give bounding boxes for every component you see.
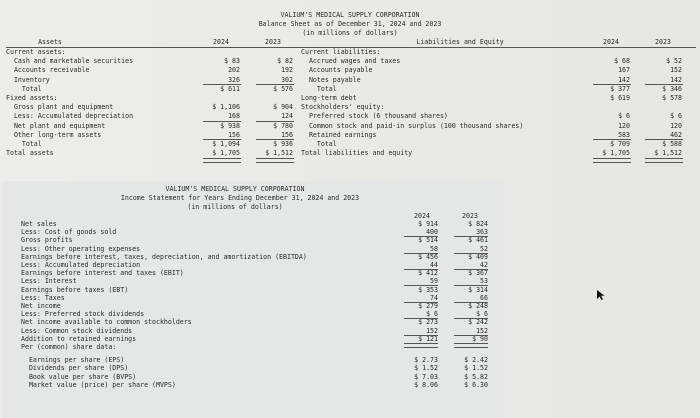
balance-units: (in millions of dollars) <box>302 29 398 37</box>
income-row-label: Less: Taxes <box>21 293 65 302</box>
asset-row-value-2024: $ 83 <box>224 57 240 66</box>
income-row-label: Gross profits <box>21 236 73 245</box>
underline-rule <box>256 84 294 85</box>
income-row-label: Per (common) share data: <box>21 343 117 351</box>
income-row-value-2023: $ 6.30 <box>464 380 488 389</box>
asset-row-value-2024: 168 <box>228 112 240 121</box>
underline-rule <box>454 318 488 319</box>
liability-row-value-2024: $ 68 <box>614 57 630 66</box>
income-row-label: Earnings per share (EPS) <box>21 356 125 365</box>
income-row-value-2024: 152 <box>426 326 438 335</box>
income-row-value-2024: 58 <box>430 244 438 253</box>
underline-rule <box>256 139 294 140</box>
double-underline-rule <box>645 158 683 163</box>
income-row-value-2023: $ 5.82 <box>464 372 488 381</box>
liability-row-value-2024: 167 <box>618 66 630 75</box>
underline-rule <box>404 253 438 254</box>
liability-row-value-2024: 120 <box>618 121 630 130</box>
liability-row-value-2024: 583 <box>618 130 630 139</box>
income-row-value-2024: $ 353 <box>418 285 438 294</box>
underline-rule <box>404 269 438 270</box>
asset-row-value-2023: $ 904 <box>273 103 293 112</box>
income-row-value-2024: $ 412 <box>418 269 438 278</box>
income-row-value-2024: 74 <box>430 293 438 302</box>
liability-row-label: Notes payable <box>301 75 361 84</box>
asset-row-label: Current assets: <box>6 48 66 56</box>
income-row-label: Net income <box>21 302 61 310</box>
income-row-value-2023: $ 824 <box>468 220 488 228</box>
liability-row-value-2023: $ 588 <box>662 140 682 148</box>
underline-rule <box>454 302 488 303</box>
assets-year-2023: 2023 <box>265 38 281 46</box>
liability-row-value-2023: $ 6 <box>670 112 682 121</box>
liability-row-label: Total <box>301 140 337 148</box>
liability-row-label: Preferred stock (6 thousand shares) <box>301 112 448 121</box>
asset-row-value-2024: 156 <box>228 130 240 139</box>
double-underline-rule <box>404 343 438 348</box>
income-row-label: Less: Accumulated depreciation <box>21 261 141 269</box>
assets-header: Assets <box>38 38 62 46</box>
income-row-value-2023: $ 242 <box>468 318 488 327</box>
liability-row-value-2023: $ 578 <box>662 94 682 102</box>
income-row-value-2023: $ 367 <box>468 269 488 278</box>
asset-row-label: Total <box>6 84 42 93</box>
income-row-value-2024: 59 <box>430 277 438 286</box>
income-row-label: Less: Cost of goods sold <box>21 228 117 237</box>
income-row-value-2023: $ 314 <box>468 285 488 294</box>
income-row-value-2023: 53 <box>480 277 488 286</box>
asset-row-value-2023: 124 <box>281 112 293 121</box>
income-row-value-2024: $ 1.52 <box>414 364 438 373</box>
income-row-label: Earnings before interest, taxes, depreciation, and amortization (EBITDA) <box>21 252 307 261</box>
income-year-2023: 2023 <box>462 212 478 220</box>
asset-row-label: Less: Accumulated depreciation <box>6 112 134 121</box>
asset-row-value-2023: 192 <box>281 66 293 75</box>
income-row-label: Book value per share (BVPS) <box>21 372 137 381</box>
income-row-value-2024: $ 279 <box>418 302 438 310</box>
income-row-value-2024: 44 <box>430 261 438 269</box>
income-row-value-2023: $ 461 <box>468 236 488 245</box>
liab-year-2023: 2023 <box>655 38 671 46</box>
liability-row-label: Accounts payable <box>301 66 373 75</box>
asset-row-label: Inventory <box>6 75 50 84</box>
income-row-value-2024: $ 7.03 <box>414 372 438 381</box>
balance-subtitle: Balance Sheet as of December 31, 2024 and 2023 <box>258 20 442 28</box>
double-underline-rule <box>256 158 294 163</box>
asset-row-label: Cash and marketable securities <box>6 57 134 66</box>
liability-row-value-2023: 152 <box>670 66 682 75</box>
income-row-value-2023: 152 <box>476 326 488 335</box>
liability-row-value-2024: $ 377 <box>610 84 630 93</box>
asset-row-label: Accounts receivable <box>6 66 90 75</box>
liability-row-value-2023: $ 1,512 <box>654 149 682 158</box>
income-row-value-2023: $ 248 <box>468 302 488 310</box>
asset-row-value-2024: 326 <box>228 75 240 84</box>
liability-row-label: Common stock and paid-in surplus (100 thousand shares) <box>301 121 524 130</box>
income-row-label: Less: Common stock dividends <box>21 326 133 335</box>
asset-row-label: Total <box>6 140 42 148</box>
income-year-2024: 2024 <box>414 212 430 220</box>
income-units: (in millions of dollars) <box>187 203 283 211</box>
liability-row-label: Stockholders' equity: <box>301 103 385 112</box>
underline-rule <box>404 335 438 336</box>
liability-row-label: Accrued wages and taxes <box>301 57 401 66</box>
liability-row-value-2024: $ 709 <box>610 140 630 148</box>
liab-year-2024: 2024 <box>603 38 619 46</box>
liability-row-value-2024: $ 619 <box>610 94 630 102</box>
liab-header: Liabilities and Equity <box>416 38 504 46</box>
income-row-value-2024: $ 8.06 <box>414 380 438 389</box>
liability-row-label: Current liabilities: <box>301 48 381 56</box>
income-subtitle: Income Statement for Years Ending December 31, 2024 and 2023 <box>120 194 360 202</box>
liability-row-label: Long-term debt <box>301 94 357 102</box>
asset-row-value-2024: $ 611 <box>220 84 240 93</box>
income-row-value-2024: $ 514 <box>418 236 438 245</box>
liability-row-value-2023: 120 <box>670 121 682 130</box>
income-row-value-2023: 66 <box>480 293 488 302</box>
income-row-value-2024: 400 <box>426 228 438 237</box>
underline-rule <box>203 139 241 140</box>
income-row-value-2023: $ 1.52 <box>464 364 488 373</box>
liability-row-value-2023: $ 346 <box>662 84 682 93</box>
underline-rule <box>593 84 631 85</box>
underline-rule <box>593 139 631 140</box>
asset-row-value-2024: $ 1,106 <box>212 103 240 112</box>
underline-rule <box>256 121 294 122</box>
income-row-label: Net income available to common stockholders <box>21 318 192 327</box>
income-row-value-2023: $ 409 <box>468 252 488 261</box>
income-row-value-2023: 363 <box>476 228 488 237</box>
underline-rule <box>203 84 241 85</box>
asset-row-value-2023: 302 <box>281 75 293 84</box>
asset-row-value-2023: $ 1,512 <box>265 149 293 158</box>
double-underline-rule <box>454 343 488 348</box>
income-row-value-2023: 52 <box>480 244 488 253</box>
asset-row-label: Fixed assets: <box>6 94 58 102</box>
asset-row-value-2024: $ 1,094 <box>212 140 240 148</box>
income-row-label: Earnings before interest and taxes (EBIT) <box>21 269 184 278</box>
asset-row-value-2023: $ 936 <box>273 140 293 148</box>
underline-rule <box>404 302 438 303</box>
liability-row-label: Retained earnings <box>301 130 377 139</box>
asset-row-value-2023: 156 <box>281 130 293 139</box>
underline-rule <box>404 285 438 286</box>
underline-rule <box>645 84 683 85</box>
underline-rule <box>454 285 488 286</box>
asset-row-value-2023: $ 82 <box>277 57 293 66</box>
income-row-value-2023: $ 90 <box>472 334 488 343</box>
income-row-label: Less: Preferred stock dividends <box>21 310 145 319</box>
liability-row-value-2024: 142 <box>618 75 630 84</box>
asset-row-value-2024: $ 938 <box>220 121 240 130</box>
asset-row-value-2024: 202 <box>228 66 240 75</box>
income-title: VALIUM'S MEDICAL SUPPLY CORPORATION <box>165 185 305 193</box>
asset-row-value-2024: $ 1,705 <box>212 149 240 158</box>
underline-rule <box>645 139 683 140</box>
underline-rule <box>454 253 488 254</box>
income-row-label: Dividends per share (DPS) <box>21 364 129 373</box>
asset-row-label: Other long-term assets <box>6 130 102 139</box>
income-row-value-2024: $ 456 <box>418 252 438 261</box>
income-row-value-2024: $ 121 <box>418 334 438 343</box>
income-row-label: Less: Interest <box>21 277 77 286</box>
liability-row-value-2023: $ 52 <box>666 57 682 66</box>
assets-year-2024: 2024 <box>213 38 229 46</box>
underline-rule <box>454 335 488 336</box>
liability-row-value-2024: $ 6 <box>618 112 630 121</box>
income-row-label: Addition to retained earnings <box>21 334 137 343</box>
asset-row-value-2023: $ 780 <box>273 121 293 130</box>
asset-row-value-2023: $ 576 <box>273 84 293 93</box>
underline-rule <box>454 269 488 270</box>
underline-rule <box>454 236 488 237</box>
underline-rule <box>404 236 438 237</box>
double-underline-rule <box>593 158 631 163</box>
mouse-cursor-icon <box>597 290 605 300</box>
double-underline-rule <box>203 158 241 163</box>
underline-rule <box>203 121 241 122</box>
income-row-label: Earnings before taxes (EBT) <box>21 285 129 294</box>
income-row-value-2023: 42 <box>480 261 488 269</box>
income-row-label: Market value (price) per share (MVPS) <box>21 380 176 389</box>
liability-row-value-2023: 462 <box>670 130 682 139</box>
income-row-label: Net sales <box>21 220 57 228</box>
income-row-value-2024: $ 273 <box>418 318 438 327</box>
balance-title: VALIUM'S MEDICAL SUPPLY CORPORATION <box>280 11 420 19</box>
underline-rule <box>404 318 438 319</box>
income-row-label: Less: Other operating expenses <box>21 244 141 253</box>
income-row-value-2023: $ 2.42 <box>464 356 488 365</box>
income-row-value-2024: $ 914 <box>418 220 438 228</box>
liability-row-value-2024: $ 1,705 <box>602 149 630 158</box>
liability-row-label: Total <box>301 84 337 93</box>
asset-row-label: Net plant and equipment <box>6 121 106 130</box>
income-row-value-2024: $ 6 <box>426 310 438 319</box>
income-row-value-2023: $ 6 <box>476 310 488 319</box>
asset-row-label: Gross plant and equipment <box>6 103 114 112</box>
liability-row-label: Total liabilities and equity <box>301 149 413 158</box>
income-row-value-2024: $ 2.73 <box>414 356 438 365</box>
liability-row-value-2023: 142 <box>670 75 682 84</box>
asset-row-label: Total assets <box>6 149 54 158</box>
